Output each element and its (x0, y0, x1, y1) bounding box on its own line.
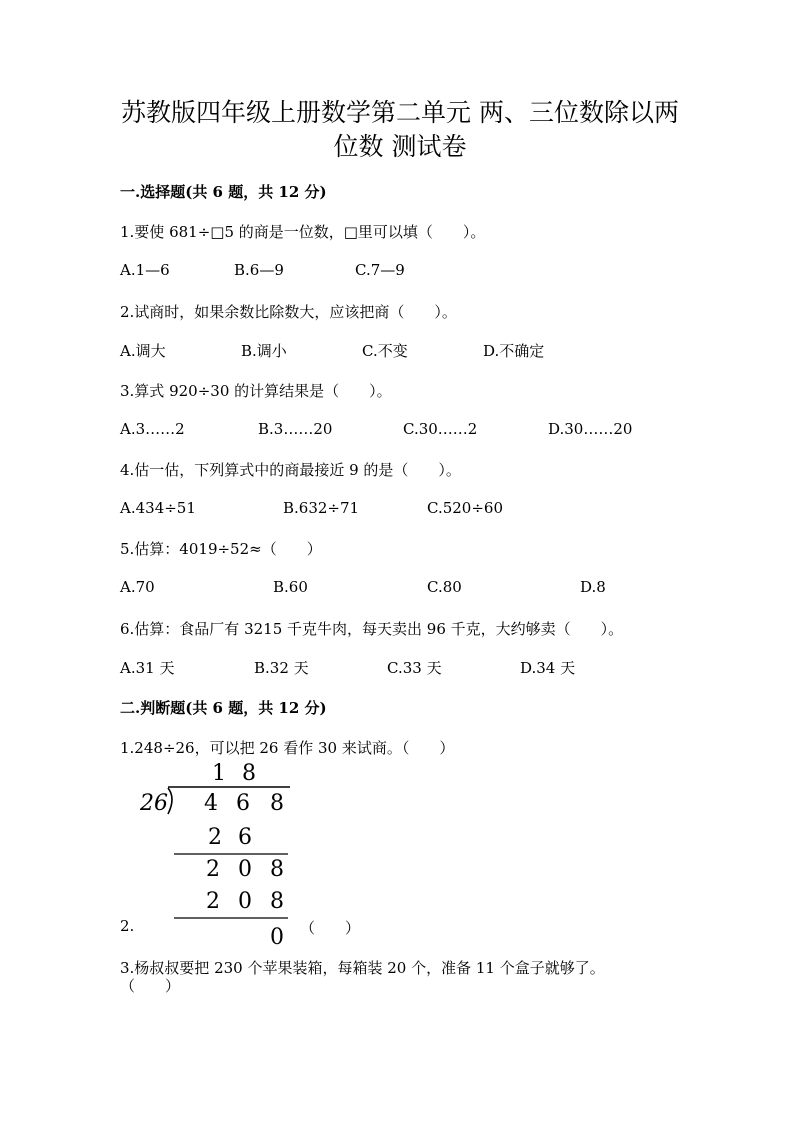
question-5-option-c[interactable]: C.80 (427, 578, 462, 596)
question-6: 6.估算：食品厂有 3215 千克牛肉，每天卖出 96 千克，大约够卖（ ）。 (120, 620, 624, 638)
dividend-digit: 6 (236, 791, 250, 816)
question-1: 1.要使 681÷□5 的商是一位数，□里可以填（ ）。 (120, 223, 486, 241)
question-2-option-d[interactable]: D.不确定 (483, 342, 545, 360)
quotient-digit: 1 (212, 761, 226, 786)
question-1-option-a[interactable]: A.1—6 (120, 261, 170, 279)
question-6-option-c[interactable]: C.33 天 (387, 659, 442, 677)
step3-digit: 8 (270, 889, 284, 914)
question-5: 5.估算：4019÷52≈（ ） (120, 540, 322, 558)
question-2-option-c[interactable]: C.不变 (362, 342, 408, 360)
question-2-option-b[interactable]: B.调小 (241, 342, 287, 360)
step2-digit: 2 (206, 857, 220, 882)
question-6-option-a[interactable]: A.31 天 (120, 659, 175, 677)
document-title-line1: 苏教版四年级上册数学第二单元 两、三位数除以两 (121, 98, 679, 127)
question-6-option-d[interactable]: D.34 天 (520, 659, 576, 677)
step2-digit: 8 (270, 857, 284, 882)
question-4-option-b[interactable]: B.632÷71 (283, 499, 360, 517)
question-2-option-a[interactable]: A.调大 (120, 342, 166, 360)
step1-digit: 2 (208, 825, 222, 850)
step1-digit: 6 (238, 825, 252, 850)
question-1-option-b[interactable]: B.6—9 (234, 261, 284, 279)
question-4-option-c[interactable]: C.520÷60 (427, 499, 503, 517)
question-4: 4.估一估，下列算式中的商最接近 9 的是（ ）。 (120, 461, 461, 479)
judgement-question-1: 1.248÷26，可以把 26 看作 30 来试商。（ ） (120, 739, 455, 757)
question-3-option-c[interactable]: C.30……2 (403, 420, 478, 438)
section-heading-choice: 一.选择题(共 6 题，共 12 分) (120, 183, 327, 201)
judgement-question-2-answer[interactable]: （ ） (300, 919, 361, 937)
question-2: 2.试商时，如果余数比除数大，应该把商（ ）。 (120, 303, 457, 321)
division-bracket (168, 788, 172, 814)
question-4-option-a[interactable]: A.434÷51 (120, 499, 196, 517)
remainder: 0 (270, 925, 284, 950)
dividend-digit: 8 (270, 791, 284, 816)
question-3-option-a[interactable]: A.3……2 (120, 420, 185, 438)
question-5-option-a[interactable]: A.70 (120, 578, 155, 596)
divisor: 26 (140, 791, 168, 816)
judgement-question-3: 3.杨叔叔要把 230 个苹果装箱，每箱装 20 个，准备 11 个盒子就够了。 (120, 959, 605, 977)
judgement-question-3-answer[interactable]: （ ） (120, 977, 181, 995)
question-3-option-d[interactable]: D.30……20 (548, 420, 633, 438)
question-3: 3.算式 920÷30 的计算结果是（ ）。 (120, 382, 392, 400)
quotient-digit: 8 (242, 761, 256, 786)
dividend-digit: 4 (204, 791, 218, 816)
question-6-option-b[interactable]: B.32 天 (254, 659, 309, 677)
step3-digit: 2 (206, 889, 220, 914)
judgement-question-2-number: 2. (120, 917, 135, 935)
document-title-line2: 位数 测试卷 (333, 132, 467, 161)
question-5-option-d[interactable]: D.8 (580, 578, 606, 596)
section-heading-judgement: 二.判断题(共 6 题，共 12 分) (120, 699, 327, 717)
step2-digit: 0 (238, 857, 252, 882)
question-1-option-c[interactable]: C.7—9 (355, 261, 405, 279)
question-3-option-b[interactable]: B.3……20 (258, 420, 333, 438)
long-division-figure (130, 758, 310, 950)
step3-digit: 0 (238, 889, 252, 914)
question-5-option-b[interactable]: B.60 (273, 578, 308, 596)
